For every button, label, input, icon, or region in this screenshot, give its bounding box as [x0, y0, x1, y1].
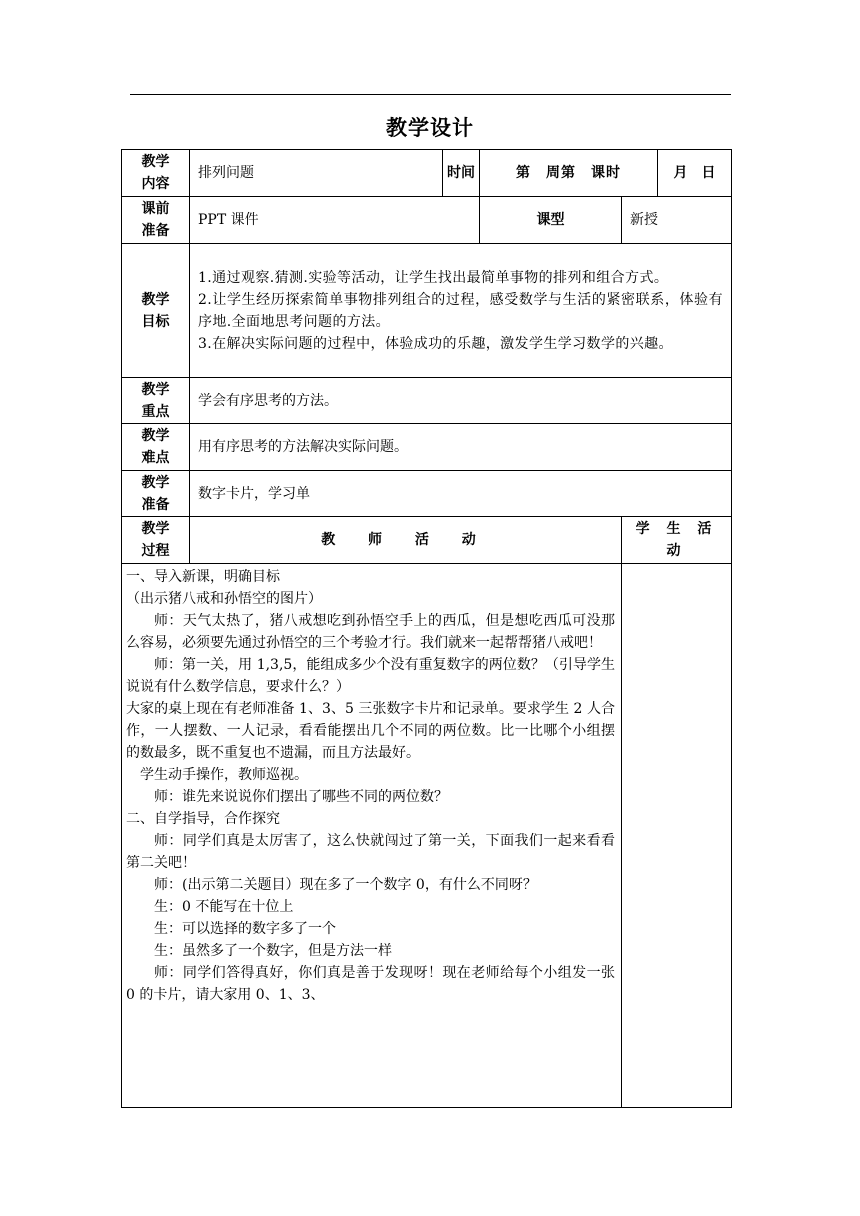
- student-activity-content: [622, 564, 732, 1108]
- process-paragraph: 学生动手操作，教师巡视。: [140, 767, 308, 783]
- row-key: [122, 378, 732, 424]
- process-paragraph: 二、自学指导，合作探究: [126, 811, 280, 827]
- row-prep: [122, 197, 732, 244]
- row-materials: [122, 471, 732, 517]
- process-paragraph: 师：第一关，用 1,3,5，能组成多少个没有重复数字的两位数？（引导学生说说有什么数学信息，要求什么？）: [126, 657, 615, 695]
- label-goals: 教学 目标: [122, 244, 190, 378]
- label-type: 课型: [480, 197, 622, 244]
- goals-value: [190, 244, 732, 378]
- process-paragraph: 生：可以选择的数字多了一个: [154, 921, 336, 937]
- difficulty-value: 用有序思考的方法解决实际问题。: [190, 424, 732, 471]
- goal-item: 1.通过观察.猜测.实验等活动，让学生找出最简单事物的排列和组合方式。: [198, 269, 669, 286]
- week-period-field: 第 周第 课时: [480, 150, 658, 197]
- label-prep: 课前 准备: [122, 197, 190, 244]
- label-materials: 教学 准备: [122, 471, 190, 517]
- student-activity-header: 学 生 活 动: [622, 517, 732, 564]
- lesson-plan-table: [121, 149, 732, 1108]
- key-value: 学会有序思考的方法。: [190, 378, 732, 424]
- teacher-activity-header: 教 师 活 动: [190, 517, 622, 564]
- process-paragraph: 师：谁先来说说你们摆出了哪些不同的两位数？: [154, 789, 448, 805]
- goal-item: 3.在解决实际问题的过程中，体验成功的乐趣，激发学生学习数学的兴趣。: [198, 335, 673, 352]
- row-difficulty: [122, 424, 732, 471]
- process-paragraph: 大家的桌上现在有老师准备 1、3、5 三张数字卡片和记录单。要求学生 2 人合作，一人摆数、一人记录，看看能摆出几个不同的两位数。比一比哪个小组摆的数最多，既不重复也不遗漏，而且方法最好。: [126, 701, 615, 761]
- date-field: 月 日: [658, 150, 732, 197]
- document-title: 教学设计: [386, 116, 474, 140]
- row-goals: [122, 244, 732, 378]
- process-paragraph: 一、导入新课，明确目标: [126, 569, 280, 585]
- process-paragraph: 师：同学们答得真好，你们真是善于发现呀！现在老师给每个小组发一张 0 的卡片，请大家用 0、1、3、: [126, 965, 615, 1003]
- label-time: 时间: [443, 150, 480, 197]
- materials-value: 数字卡片，学习单: [190, 471, 732, 517]
- content-value: 排列问题: [190, 150, 443, 197]
- top-rule: [130, 94, 731, 95]
- process-paragraph: （出示猪八戒和孙悟空的图片）: [126, 591, 322, 607]
- label-process: 教学 过程: [122, 517, 190, 564]
- teacher-activity-content: [122, 564, 622, 1108]
- process-paragraph: 生：0 不能写在十位上: [154, 899, 294, 915]
- process-paragraph: 师：天气太热了，猪八戒想吃到孙悟空手上的西瓜，但是想吃西瓜可没那么容易，必须要先通过孙悟空的三个考验才行。我们就来一起帮帮猪八戒吧！: [126, 613, 615, 651]
- label-difficulty: 教学 难点: [122, 424, 190, 471]
- row-content: [122, 150, 732, 197]
- prep-value: PPT 课件: [190, 197, 480, 244]
- label-content: 教学 内容: [122, 150, 190, 197]
- goal-item: 2.让学生经历探索简单事物排列组合的过程，感受数学与生活的紧密联系，体验有序地.全面地思考问题的方法。: [198, 291, 724, 330]
- label-key: 教学 重点: [122, 378, 190, 424]
- process-paragraph: 生：虽然多了一个数字，但是方法一样: [154, 943, 392, 959]
- process-paragraph: 师：(出示第二关题目）现在多了一个数字 0，有什么不同呀？: [154, 877, 537, 893]
- process-paragraph: 师：同学们真是太厉害了，这么快就闯过了第一关，下面我们一起来看看第二关吧！: [126, 833, 615, 871]
- type-value: 新授: [622, 197, 732, 244]
- row-process-header: [122, 517, 732, 564]
- row-process-content: [122, 564, 732, 1108]
